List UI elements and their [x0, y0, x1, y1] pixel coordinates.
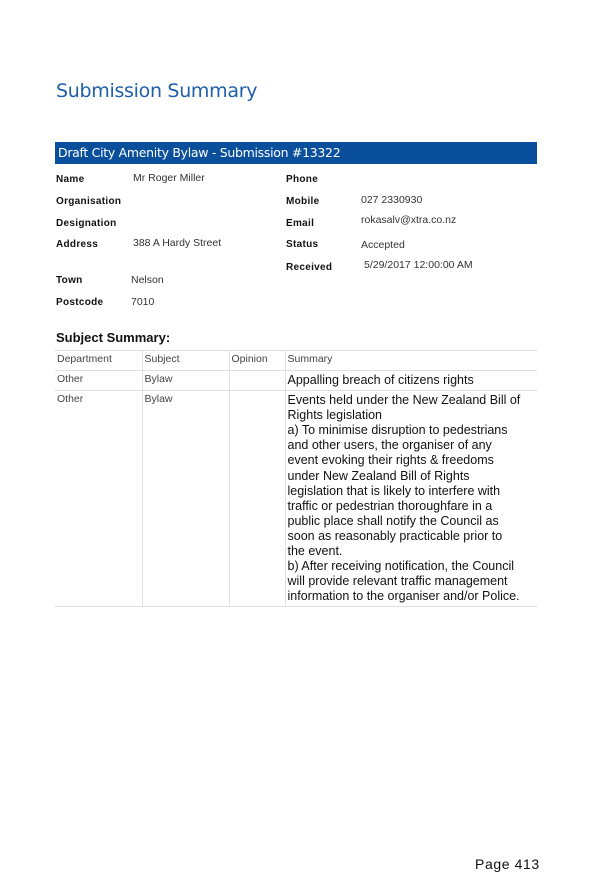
postcode-value: 7010: [131, 296, 155, 308]
cell-summary: [285, 391, 537, 607]
column-header-opinion: Opinion: [229, 351, 285, 371]
summary-line: traffic or pedestrian thoroughfare in a: [287, 498, 493, 513]
designation-label: Designation: [56, 218, 117, 229]
cell-department: Other: [55, 371, 142, 391]
town-value: Nelson: [131, 274, 164, 286]
phone-label: Phone: [286, 174, 319, 185]
received-value: 5/29/2017 12:00:00 AM: [364, 259, 473, 271]
postcode-label: Postcode: [56, 297, 104, 308]
organisation-label: Organisation: [56, 196, 122, 207]
subject-summary-heading: Subject Summary:: [56, 330, 171, 345]
email-label: Email: [286, 218, 315, 229]
column-header-subject: Subject: [142, 351, 229, 371]
summary-line: event evoking their rights & freedoms: [287, 453, 494, 468]
summary-line: legislation that is likely to interfere with: [287, 483, 501, 498]
cell-subject: Bylaw: [142, 371, 229, 391]
town-label: Town: [56, 275, 83, 286]
column-header-summary: Summary: [285, 351, 537, 371]
cell-department: Other: [55, 391, 142, 607]
summary-line: the event.: [287, 544, 343, 559]
column-header-department: Department: [55, 351, 142, 371]
status-value: Accepted: [361, 239, 405, 251]
page-number: Page 413: [475, 856, 540, 872]
email-value: rokasalv@xtra.co.nz: [361, 214, 457, 226]
table-row: [55, 371, 537, 391]
summary-line: b) After receiving notification, the Council: [287, 559, 515, 574]
summary-line: Rights legislation: [287, 408, 382, 423]
summary-line: and other users, the organiser of any: [287, 438, 492, 453]
status-label: Status: [286, 239, 319, 250]
name-value: Mr Roger Miller: [133, 172, 205, 184]
cell-subject: Bylaw: [142, 391, 229, 607]
summary-line: public place shall notify the Council as: [287, 513, 499, 528]
cell-opinion: [229, 371, 285, 391]
cell-opinion: [229, 391, 285, 607]
cell-summary: [285, 371, 537, 391]
table-header-row: [55, 351, 537, 371]
address-value: 388 A Hardy Street: [133, 237, 222, 249]
received-label: Received: [286, 262, 333, 273]
name-label: Name: [56, 174, 85, 185]
summary-line: soon as reasonably practicable prior to: [287, 528, 503, 543]
summary-line: will provide relevant traffic management: [287, 574, 508, 589]
table-row: [55, 391, 537, 607]
subject-summary-table: [55, 350, 537, 607]
mobile-label: Mobile: [286, 196, 320, 207]
summary-line: a) To minimise disruption to pedestrians: [287, 423, 508, 438]
submission-banner: Draft City Amenity Bylaw - Submission #13322: [55, 142, 537, 164]
summary-line: information to the organiser and/or Police.: [287, 589, 520, 604]
summary-line: under New Zealand Bill of Rights: [287, 468, 470, 483]
summary-line: Events held under the New Zealand Bill of: [287, 393, 521, 408]
address-label: Address: [56, 239, 99, 250]
summary-line: Appalling breach of citizens rights: [287, 373, 474, 387]
page-title: Submission Summary: [56, 80, 258, 102]
mobile-value: 027 2330930: [361, 194, 423, 206]
